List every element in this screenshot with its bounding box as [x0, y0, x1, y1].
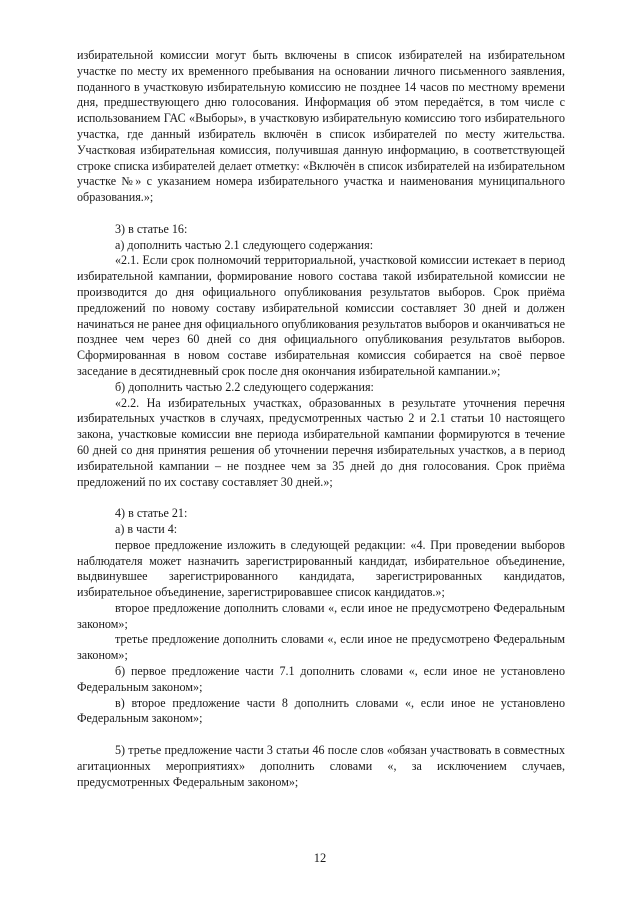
paragraph-item-3b: б) дополнить частью 2.2 следующего содержания: — [115, 379, 374, 394]
paragraph-item-5: 5) третье предложение части 3 статьи 46 после слов «обязан участвовать в совместных агитационных мероприятиях» дополнить словами «, за исключением случаев, предусмотренных Федеральным законом»; — [77, 743, 565, 789]
paragraph-item-3a: а) дополнить частью 2.1 следующего содержания: — [115, 237, 374, 252]
paragraph-quote-2-1: «2.1. Если срок полномочий территориальной, участковой комиссии истекает в период избирательной кампании, формирование нового состава такой избирательной комиссии не производится до дня официального опубликования результатов выборов. Срок приёма предложений по новому составу избирательной комиссии составляет 30 дней и должен начинаться не ранее дня официального опубликования результатов выборов и оканчиваться не позднее чем через 60 дней со дня официального опубликования результатов выборов. Сформированная в новом составе избирательная комиссия собирается на своё первое заседание в десятидневный срок после дня окончания избирательной кампании.»; — [77, 253, 565, 378]
body-text — [77, 48, 565, 790]
paragraph-item-4b: б) первое предложение части 7.1 дополнить словами «, если иное не установлено Федеральным законом»; — [77, 664, 565, 694]
paragraph-item-4a: а) в части 4: — [115, 521, 178, 536]
paragraph-first-sentence: первое предложение изложить в следующей редакции: «4. При проведении выборов наблюдателя может назначить зарегистрированный кандидат, избирательное объединение, выдвинувшее зарегистрированного кандидата, зарегистрированных кандидатов, избирательное объединение, зарегистрировавшее список кандидатов.»; — [77, 537, 565, 600]
paragraph-second-sentence: второе предложение дополнить словами «, если иное не предусмотрено Федеральным законом»; — [77, 600, 565, 631]
paragraph-item-4c: в) второе предложение части 8 дополнить словами «, если иное не установлено Федеральным законом»; — [77, 695, 565, 726]
page-number: 12 — [313, 851, 327, 865]
paragraph-item-3: 3) в статье 16: — [115, 221, 188, 236]
paragraph-continuation: избирательной комиссии могут быть включены в список избирателей на избирательном участке по месту их временного пребывания на основании личного письменного заявления, поданного в участковую избирательную комиссию не позднее 14 часов по местному времени дня, предшествующего дню голосования. Информация об этом передаётся, в том числе с использованием ГАС «Выборы», в участковую избирательную комиссию того избирательного участка, где данный избиратель включён в список избирателей по месту жительства. Участковая избирательная комиссия, получившая данную информацию, в соответствующей строке списка избирателей делает отметку: «Включён в список избирателей на избирательном участке №» с указанием номера избирательного участка и наименования муниципального образования.»; — [77, 48, 565, 205]
paragraph-item-4: 4) в статье 21: — [115, 506, 188, 521]
paragraph-quote-2-2: «2.2. На избирательных участках, образованных в результате уточнения перечня избирательных участков в случаях, предусмотренных частью 2 и 2.1 статьи 10 настоящего закона, участковые комиссии вне периода избирательной кампании формируются в течение 60 дней со дня принятия решения об уточнении перечня избирательных участков, а в период избирательной кампании – не позднее чем за 35 дней до дня голосования. Срок приёма предложений по их составу составляет 30 дней.»; — [77, 395, 565, 489]
paragraph-third-sentence: третье предложение дополнить словами «, если иное не предусмотрено Федеральным законом»; — [77, 632, 565, 663]
